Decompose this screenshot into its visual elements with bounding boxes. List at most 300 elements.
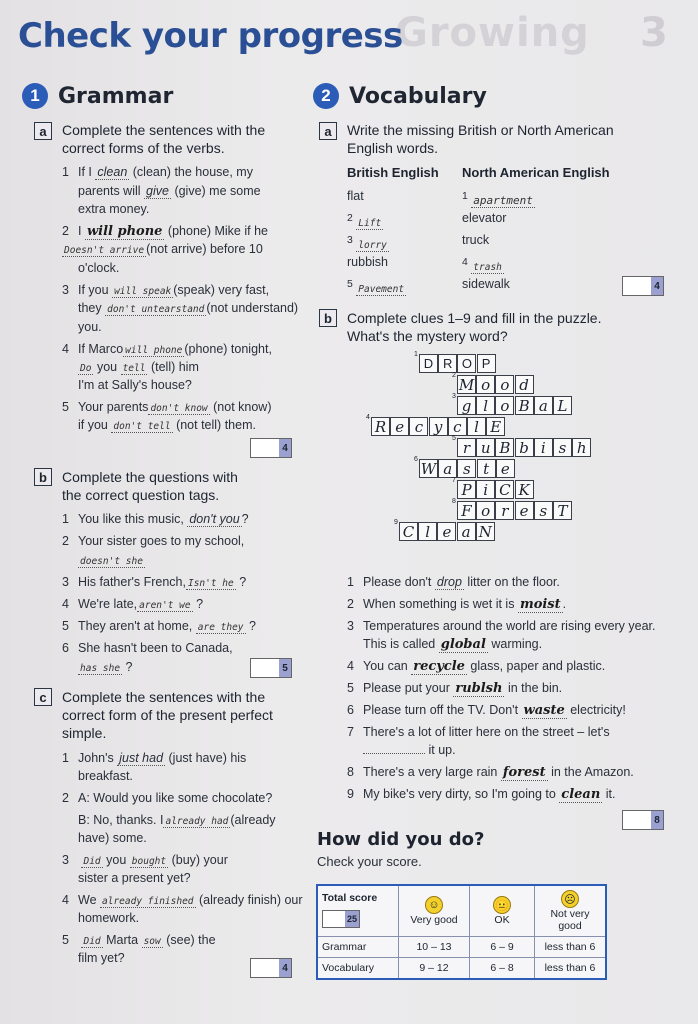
answer[interactable]: aren't we [139,600,191,611]
check-score-text: Check your score. [317,854,422,869]
answer[interactable]: already finished [102,896,194,907]
list-item [78,182,261,201]
text: they [78,301,102,315]
answer[interactable]: don't tell [113,421,171,432]
item-number: 2 [347,597,354,611]
answer[interactable]: recycle [413,659,465,674]
text: We [78,893,97,907]
answer[interactable]: give [146,184,169,198]
clue-number: 7 [452,477,456,484]
text: in the bin. [507,681,563,695]
answer[interactable]: are they [197,622,244,633]
text: ? [241,512,249,526]
text: B: No, thanks. I [78,813,164,827]
clue [347,573,560,592]
column-label: Very good [410,914,458,926]
answer[interactable]: will speak [114,286,172,297]
crossword-cell[interactable]: M [458,375,475,394]
instruction-line: Complete the sentences with the [62,122,266,138]
text: film yet? [78,951,125,965]
text: His father's French, [78,575,186,589]
row-label: Grammar [317,937,399,958]
crossword-cell[interactable]: E [486,417,505,436]
text: Please turn off the TV. Don't [363,703,519,717]
item-number: 3 [62,283,69,297]
crossword-cell[interactable]: r [495,501,514,520]
answer[interactable]: don't know [150,403,208,414]
american-word [462,187,535,210]
british-word [347,275,406,299]
score-value: 5 [279,659,291,677]
text: it. [605,787,616,801]
crossword-cell[interactable]: o [495,375,514,394]
crossword-cell[interactable]: O [457,354,476,373]
item-number: 2 [347,213,353,224]
text: if you [78,418,108,432]
instruction-line: the correct question tags. [62,487,220,503]
crossword-cell[interactable]: N [476,522,495,541]
text: ? [196,597,204,611]
table-cell: 6 – 8 [470,958,535,980]
crossword-cell[interactable]: T [553,501,572,520]
instruction [347,309,601,345]
text: ? [239,575,247,589]
crossword-cell[interactable]: B [515,396,534,415]
section-title: Grammar [58,83,174,109]
ghost-heading: Growing [395,10,590,56]
text: Please don't [363,575,432,589]
table-row [317,958,606,980]
clue-number: 8 [452,498,456,505]
clue [347,785,616,804]
text: (not know) [213,400,272,414]
crossword-cell[interactable]: u [476,438,495,457]
happy-face-icon: ☺ [425,896,443,914]
text: There's a lot of litter here on the street – let's [363,725,610,739]
crossword-cell[interactable]: B [495,438,514,457]
list-item [78,318,102,337]
item-number: 5 [62,933,69,947]
exercise-letter-c: c [34,688,52,706]
section-number-badge: 1 [22,83,48,109]
section-title: Vocabulary [349,83,487,109]
instruction-line: Complete clues 1–9 and fill in the puzzle. [347,310,602,326]
crossword-cell[interactable]: l [476,396,495,415]
crossword-cell[interactable]: g [457,396,476,415]
text: it up. [428,743,456,757]
table-row [317,937,606,958]
clue-number: 4 [366,414,370,421]
table-cell: 9 – 12 [399,958,470,980]
item-number: 9 [347,787,354,801]
text: ? [249,619,256,633]
british-word [347,231,389,255]
list-item [62,891,303,911]
crossword-cell[interactable]: e [390,417,409,436]
answer[interactable]: moist [519,597,561,612]
british-word [347,209,383,233]
crossword-cell[interactable]: C [399,522,418,541]
american-word [462,253,504,277]
crossword-cell[interactable]: F [457,501,476,520]
list-item [62,222,268,241]
crossword-cell[interactable]: r [457,438,476,457]
item-number: 4 [62,342,69,356]
ok-header [470,885,535,937]
text: I [78,224,82,238]
crossword-cell[interactable]: e [437,522,456,541]
crossword-cell[interactable]: i [476,480,495,499]
clue [347,763,634,782]
list-item [62,789,272,808]
answer[interactable]: has she [80,663,121,674]
item-number: 3 [62,575,69,589]
list-item [62,163,253,182]
crossword-cell[interactable]: K [515,480,534,499]
item-number: 2 [62,791,69,805]
text: ? [125,660,133,674]
score-box[interactable] [622,810,664,830]
text: (speak) very fast, [173,283,270,297]
crossword-cell[interactable]: t [477,459,496,478]
table-cell: 10 – 13 [399,937,470,958]
text: (see) the [166,933,216,947]
exercise-letter-a: a [319,122,337,140]
answer[interactable]: clean [97,165,128,179]
text: you [106,853,127,867]
text: you. [78,320,102,334]
text: (clean) the house, my [132,165,253,179]
item-number: 4 [462,257,468,268]
column-label: OK [494,914,510,926]
item-number: 3 [347,235,353,246]
answer[interactable]: will phone [125,345,183,356]
text: (just have) his [168,751,247,765]
list-item [62,749,246,768]
text: When something is wet it is [363,597,515,611]
item-number: 1 [462,191,468,202]
list-item [78,949,125,968]
score-box[interactable] [250,658,292,678]
table-cell: 6 – 9 [470,937,535,958]
answer[interactable]: apartment [473,194,533,208]
crossword-cell[interactable]: b [515,438,534,457]
total-score-cell [317,885,399,937]
text: (already [230,813,276,827]
text: (phone) tonight, [184,342,272,356]
crossword-cell[interactable]: a [457,522,476,541]
item-number: 2 [62,224,69,238]
total-score-label: Total score [322,892,378,904]
crossword-cell[interactable]: R [438,354,457,373]
clue [347,617,656,636]
instruction-line: English words. [347,140,439,156]
total-score-box[interactable] [322,910,360,928]
text: (not arrive) before 10 [146,242,263,256]
list-item [62,931,216,951]
text: parents will [78,184,141,198]
item-number: 1 [347,575,354,589]
text: o'clock. [78,261,120,275]
item-number: 6 [347,703,354,717]
text: They aren't at home, [78,619,193,633]
very-good-header [399,885,470,937]
list-item [78,416,256,436]
list-item [78,767,133,786]
text: My bike's very dirty, so I'm going to [363,787,556,801]
clue [347,595,566,614]
list-item [78,658,132,678]
score-value: 4 [279,439,291,457]
list-item [62,281,269,301]
answer[interactable]: Isn't he [187,578,234,589]
text: . [562,597,567,611]
answer[interactable]: Pavement [358,284,405,296]
british-word: flat [347,189,364,203]
answer[interactable]: already had [165,816,229,827]
text: (not tell) them. [176,418,256,432]
crossword-cell[interactable]: l [418,522,437,541]
score-box[interactable] [250,958,292,978]
answer[interactable]: forest [502,765,546,780]
text: warming. [491,637,543,651]
crossword-cell[interactable]: P [477,354,496,373]
text: If you [78,283,109,297]
score-box[interactable] [250,438,292,458]
clue-number: 3 [452,393,456,400]
list-item [62,595,203,615]
crossword-cell[interactable]: s [534,501,553,520]
list-item [78,358,199,378]
answer[interactable]: rublsh [455,681,503,696]
list-item [62,639,233,658]
not-very-good-header [535,885,607,937]
text: Your sister goes to my school, [78,534,245,548]
score-value: 4 [279,959,291,977]
answer[interactable]: lorry [358,240,387,252]
text: There's a very large rain [363,765,498,779]
text: A: Would you like some chocolate? [78,791,273,805]
american-word: sidewalk [462,277,510,291]
clue [347,657,605,676]
row-label: Vocabulary [317,958,399,980]
section-number-badge: 2 [313,83,339,109]
list-item [62,240,263,260]
item-number: 3 [62,853,69,867]
answer[interactable]: Did [83,856,101,867]
list-item [62,573,246,593]
answer[interactable]: will phone [86,224,163,239]
answer[interactable]: global [440,637,486,652]
crossword-cell[interactable]: i [534,438,553,457]
text: (tell) him [150,360,199,374]
answer[interactable]: bought [131,856,167,867]
answer[interactable]: Did [83,936,101,947]
british-word: rubbish [347,255,388,269]
instruction-line: simple. [62,725,107,741]
american-word: elevator [462,211,507,225]
text: have) some. [78,831,147,845]
instruction-line: Complete the sentences with the [62,689,266,705]
score-value: 4 [651,277,663,295]
instruction-line: correct forms of the verbs. [62,140,225,156]
crossword-cell[interactable]: e [496,459,515,478]
text: John's [78,751,114,765]
crossword-cell[interactable]: W [420,459,437,478]
answer[interactable]: trash [473,262,502,274]
text: If Marco [78,342,124,356]
instruction [347,121,614,157]
item-number: 5 [62,619,69,633]
text: Marta [106,933,139,947]
text: glass, paper and plastic. [470,659,606,673]
clue [347,723,610,742]
item-number: 5 [62,400,69,414]
text: I'm at Sally's house? [78,378,192,392]
item-number: 5 [347,279,353,290]
text: She hasn't been to Canada, [78,641,233,655]
list-item [78,869,191,888]
text: in the Amazon. [551,765,634,779]
american-word: truck [462,233,490,247]
list-item [78,200,149,219]
text: extra money. [78,202,150,216]
list-item [62,617,256,637]
crossword-cell[interactable]: h [572,438,591,457]
list-item [62,398,271,418]
text: homework. [78,911,140,925]
answer[interactable]: drop [436,575,462,589]
text: breakfast. [78,769,133,783]
crossword-cell[interactable]: d [515,375,534,394]
answer[interactable]: clean [561,787,601,802]
neutral-face-icon: 😐 [493,896,511,914]
answer[interactable]: waste [523,703,565,718]
answer[interactable]: Do [80,363,92,374]
clue-number: 6 [414,456,418,463]
item-number: 1 [62,751,69,765]
table-row [317,885,606,937]
clue [347,701,626,720]
score-table [316,884,607,980]
answer[interactable] [363,753,425,754]
answer[interactable]: doesn't she [80,556,143,567]
crossword-cell[interactable]: l [467,417,486,436]
crossword-cell[interactable]: s [553,438,572,457]
crossword-cell[interactable]: a [534,396,553,415]
crossword-cell[interactable]: c [448,417,467,436]
list-item [62,340,272,360]
answer[interactable]: tell [122,363,146,374]
crossword-cell[interactable]: s [457,459,476,478]
instruction-line: correct form of the present perfect [62,707,273,723]
text: electricity! [570,703,626,717]
crossword-cell[interactable]: C [495,480,514,499]
text: (give) me some [174,184,261,198]
how-did-you-do-heading: How did you do? [317,829,485,850]
item-number: 4 [62,893,69,907]
item-number: 8 [347,765,354,779]
sad-face-icon: ☹ [561,890,579,908]
text: (not understand) [206,301,299,315]
crossword-cell[interactable]: P [457,480,476,499]
text: sister a present yet? [78,871,191,885]
answer[interactable]: Doesn't arrive [64,245,145,256]
crossword-cell[interactable]: c [409,417,428,436]
crossword-cell[interactable]: a [438,459,457,478]
text: If I [78,165,92,179]
list-item [78,829,147,848]
grammar-heading [22,83,173,109]
crossword-cell[interactable]: o [476,375,495,394]
list-item [62,532,244,551]
text: (phone) Mike if he [167,224,268,238]
text: Temperatures around the world are rising every year. [363,619,656,633]
list-item [78,376,192,395]
text: Your parents [78,400,149,414]
page-title: Check your progress [18,16,403,56]
text: litter on the floor. [467,575,560,589]
text: (already finish) our [199,893,303,907]
list-item [62,851,228,871]
answer[interactable]: sow [143,936,161,947]
crossword-cell[interactable]: D [419,354,438,373]
answer[interactable]: just had [119,751,164,765]
item-number: 1 [62,165,69,179]
crossword-cell[interactable]: L [553,396,572,415]
item-number: 7 [347,725,354,739]
item-number: 6 [62,641,69,655]
crossword-cell[interactable]: o [495,396,514,415]
text: You like this music, [78,512,184,526]
crossword-cell[interactable]: o [476,501,495,520]
list-item [78,909,139,928]
instruction-line: Complete the questions with [62,469,238,485]
instruction-line: What's the mystery word? [347,328,508,344]
instruction [62,688,273,742]
text: We're late, [78,597,138,611]
list-item [62,510,249,529]
score-box[interactable] [622,276,664,296]
table-cell: less than 6 [535,937,607,958]
instruction [62,121,265,157]
crossword-cell[interactable]: R [371,417,390,436]
list-item [78,259,119,278]
answer[interactable]: don't you [189,512,240,526]
crossword-cell[interactable]: e [515,501,534,520]
answer[interactable]: Lift [358,218,382,230]
text: You can [363,659,408,673]
column-header-american: North American English [462,165,610,180]
exercise-letter-b: b [34,468,52,486]
clue-number: 1 [414,351,418,358]
item-number: 4 [62,597,69,611]
answer[interactable]: don't untearstand [107,304,205,315]
text: (buy) your [171,853,228,867]
text: Please put your [363,681,450,695]
exercise-letter-b: b [319,309,337,327]
table-cell: less than 6 [535,958,607,980]
column-label: Not very good [550,908,590,932]
total-score-value: 25 [345,911,359,927]
item-number: 4 [347,659,354,673]
crossword-cell[interactable]: y [429,417,448,436]
ghost-number: 3 [640,10,668,56]
exercise-letter-a: a [34,122,52,140]
text: This is called [363,637,436,651]
clue [347,679,562,698]
item-number: 5 [347,681,354,695]
